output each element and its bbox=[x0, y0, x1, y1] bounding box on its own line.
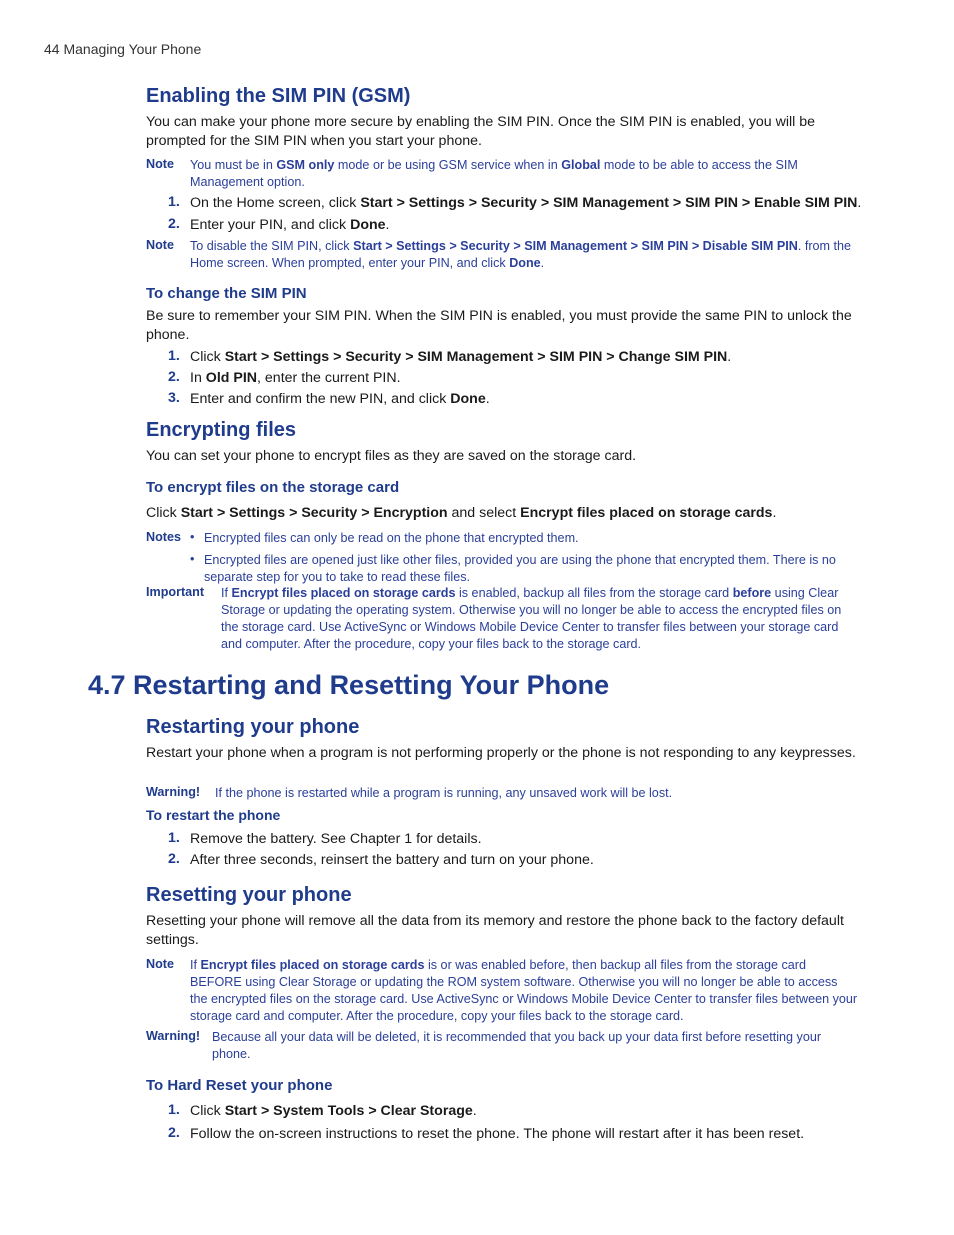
change-pin-paragraph: Be sure to remember your SIM PIN. When the SIM PIN is enabled, you must provide the same PIN to unlock the phone. bbox=[146, 308, 852, 343]
sim-pin-paragraph: You can make your phone more secure by enabling the SIM PIN. Once the SIM PIN is enabled, you will be prompted for the SIM PIN when you start your phone. bbox=[146, 114, 816, 149]
section-heading-restarting: Restarting your phone bbox=[146, 716, 360, 738]
restart-paragraph: Restart your phone when a program is not performing properly or the phone is not responding to any keypresses. bbox=[146, 745, 856, 761]
warning-label: Warning! bbox=[146, 785, 201, 799]
step-text: In Old PIN, enter the current PIN. bbox=[190, 370, 401, 386]
step-text: On the Home screen, click Start > Settings > Security > SIM Management > SIM PIN > Enable SIM PIN. bbox=[190, 195, 862, 211]
subheading-change-sim-pin: To change the SIM PIN bbox=[146, 285, 307, 302]
step-number: 2. bbox=[168, 1125, 180, 1141]
subheading-hard-reset: To Hard Reset your phone bbox=[146, 1077, 333, 1094]
notes-label: Notes bbox=[146, 530, 181, 544]
step-text: Enter your PIN, and click Done. bbox=[190, 217, 390, 233]
note-text: You must be in GSM only mode or be using GSM service when in Global mode to be able to access the SIM Management option. bbox=[190, 158, 798, 189]
note-label: Note bbox=[146, 157, 174, 171]
step-text: Enter and confirm the new PIN, and click Done. bbox=[190, 391, 490, 407]
section-heading-sim-pin: Enabling the SIM PIN (GSM) bbox=[146, 85, 411, 107]
bullet-icon: • bbox=[190, 530, 195, 544]
step-text: Click Start > System Tools > Clear Storage. bbox=[190, 1103, 477, 1119]
important-label: Important bbox=[146, 585, 205, 599]
step-text: Click Start > Settings > Security > SIM Management > SIM PIN > Change SIM PIN. bbox=[190, 349, 732, 365]
step-number: 1. bbox=[168, 348, 180, 364]
step-number: 2. bbox=[168, 851, 180, 867]
bullet-icon: • bbox=[190, 552, 195, 566]
step-text: Remove the battery. See Chapter 1 for details. bbox=[190, 831, 482, 847]
encrypt-instruction: Click Start > Settings > Security > Encryption and select Encrypt files placed on storage cards. bbox=[146, 505, 777, 521]
reset-paragraph: Resetting your phone will remove all the data from its memory and restore the phone back to the factory default settings. bbox=[146, 913, 844, 948]
important-text: If Encrypt files placed on storage cards is enabled, backup all files from the storage card before using Clear Storage or updating the operating system. Otherwise you will no longer be able to access the encrypted files on the storage card. Use ActiveSync or Windows Mobile Device Center to transfer files between your storage card and computer. After the procedure, copy your files back to the storage card. bbox=[221, 586, 842, 651]
step-number: 1. bbox=[168, 830, 180, 846]
subheading-restart-phone: To restart the phone bbox=[146, 807, 281, 823]
note-label: Note bbox=[146, 957, 174, 971]
step-number: 1. bbox=[168, 1102, 180, 1118]
running-head: 44 Managing Your Phone bbox=[44, 41, 202, 57]
step-text: Follow the on-screen instructions to reset the phone. The phone will restart after it has been reset. bbox=[190, 1126, 805, 1142]
step-number: 3. bbox=[168, 390, 180, 406]
section-heading-resetting: Resetting your phone bbox=[146, 884, 352, 906]
warning-label: Warning! bbox=[146, 1029, 201, 1043]
subheading-encrypt-storage: To encrypt files on the storage card bbox=[146, 479, 400, 496]
step-number: 2. bbox=[168, 216, 180, 232]
note-bullet-text: Encrypted files can only be read on the phone that encrypted them. bbox=[204, 531, 579, 545]
chapter-title: 4.7 Restarting and Resetting Your Phone bbox=[88, 670, 610, 700]
warning-text: Because all your data will be deleted, it is recommended that you back up your data first before resetting your phone. bbox=[212, 1030, 822, 1061]
note-label: Note bbox=[146, 238, 174, 252]
note-text: To disable the SIM PIN, click Start > Settings > Security > SIM Management > SIM PIN > Disable SIM PIN. from the Home screen. When prompted, enter your PIN, and click Done. bbox=[190, 239, 852, 270]
warning-text: If the phone is restarted while a program is running, any unsaved work will be lost. bbox=[215, 786, 673, 800]
encrypt-paragraph: You can set your phone to encrypt files as they are saved on the storage card. bbox=[146, 448, 637, 464]
step-number: 1. bbox=[168, 194, 180, 210]
step-text: After three seconds, reinsert the battery and turn on your phone. bbox=[190, 852, 594, 868]
note-text: If Encrypt files placed on storage cards is or was enabled before, then backup all files from the storage card BEFORE using Clear Storage or updating the ROM system software. Otherwise you will no longer be able to access the encrypted files on the storage card. Use ActiveSync or Windows Mobile Device Center to transfer files between your storage card and computer. After the procedure, copy your files back to the storage card. bbox=[190, 958, 858, 1023]
section-heading-encrypting: Encrypting files bbox=[146, 419, 297, 441]
step-number: 2. bbox=[168, 369, 180, 385]
note-bullet-text: Encrypted files are opened just like other files, provided you are using the phone that encrypted them. There is no separate step for you to take to read these files. bbox=[204, 553, 836, 584]
